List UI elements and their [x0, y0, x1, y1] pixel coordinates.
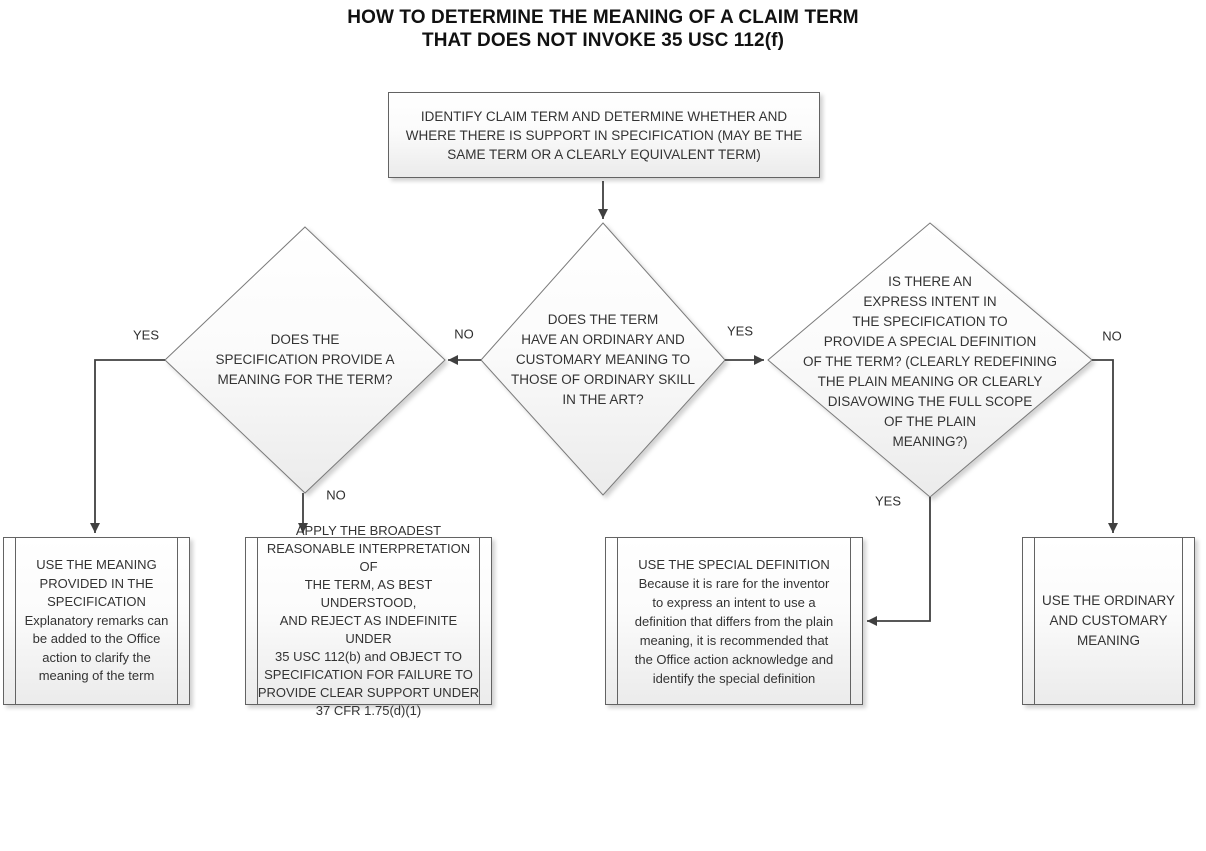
outcome-use-spec-meaning — [3, 537, 190, 705]
decision-ordinary-meaning-text: DOES THE TERM HAVE AN ORDINARY AND CUSTOMARY MEANING TO THOSE OF ORDINARY SKILL IN THE ART? — [510, 312, 696, 407]
start-node-text: IDENTIFY CLAIM TERM AND DETERMINE WHETHER AND WHERE THERE IS SUPPORT IN SPECIFICATION (MAY BE THE SAME TERM OR A CLEARLY EQUIVALENT TERM) — [405, 108, 803, 162]
outcome-apply-bri-text: APPLY THE BROADEST REASONABLE INTERPRETATION OF THE TERM, AS BEST UNDERSTOOD, AND REJECT AS INDEFINITE UNDER 35 USC 112(b) and OBJECT TO SPECIFICATION FOR FAILURE TO PROVIDE CLEAR SUPPORT UNDER 37 CFR 1.75(d)(1) — [257, 523, 480, 718]
label-yes-left-branch: YES — [132, 327, 160, 343]
outcome-use-ordinary-meaning-text: USE THE ORDINARY AND CUSTOMARY MEANING — [1041, 593, 1176, 648]
decision-express-intent-text: IS THERE AN EXPRESS INTENT IN THE SPECIFICATION TO PROVIDE A SPECIAL DEFINITION OF THE TERM? (CLEARLY REDEFINING THE PLAIN MEANING OR CLEARLY DISAVOWING THE FULL SCOPE OF THE PLAIN MEANING?) — [802, 274, 1058, 449]
connector-right-yes-to-special-def — [867, 497, 930, 621]
outcome-apply-bri — [245, 523, 492, 718]
label-no-below-left-diamond: NO — [326, 487, 346, 503]
connector-right-no-to-ordinary — [1092, 360, 1113, 533]
label-yes-center-right: YES — [726, 323, 754, 339]
decision-spec-provides-meaning-text: DOES THE SPECIFICATION PROVIDE A MEANING FOR THE TERM? — [215, 332, 395, 387]
label-no-right-branch: NO — [1102, 328, 1122, 344]
outcome-use-special-definition — [605, 537, 863, 705]
label-yes-below-right-diamond: YES — [874, 493, 902, 509]
label-no-center-left: NO — [454, 326, 474, 342]
outcome-use-spec-meaning-text: USE THE MEANING PROVIDED IN THE SPECIFICATION Explanatory remarks can be added to the Office action to clarify the meaning of the term — [24, 557, 169, 684]
connector-left-yes-to-use-spec — [95, 360, 165, 533]
outcome-use-special-definition-text: USE THE SPECIAL DEFINITION Because it is rare for the inventor to express an intent to use a definition that differs from the plain meaning, it is recommended that the Office action acknowledge and identify the special definition — [634, 556, 834, 686]
outcome-use-ordinary-meaning — [1022, 537, 1195, 705]
flowchart-title: HOW TO DETERMINE THE MEANING OF A CLAIM TERM THAT DOES NOT INVOKE 35 USC 112(f) — [347, 7, 859, 51]
start-node — [388, 92, 820, 178]
